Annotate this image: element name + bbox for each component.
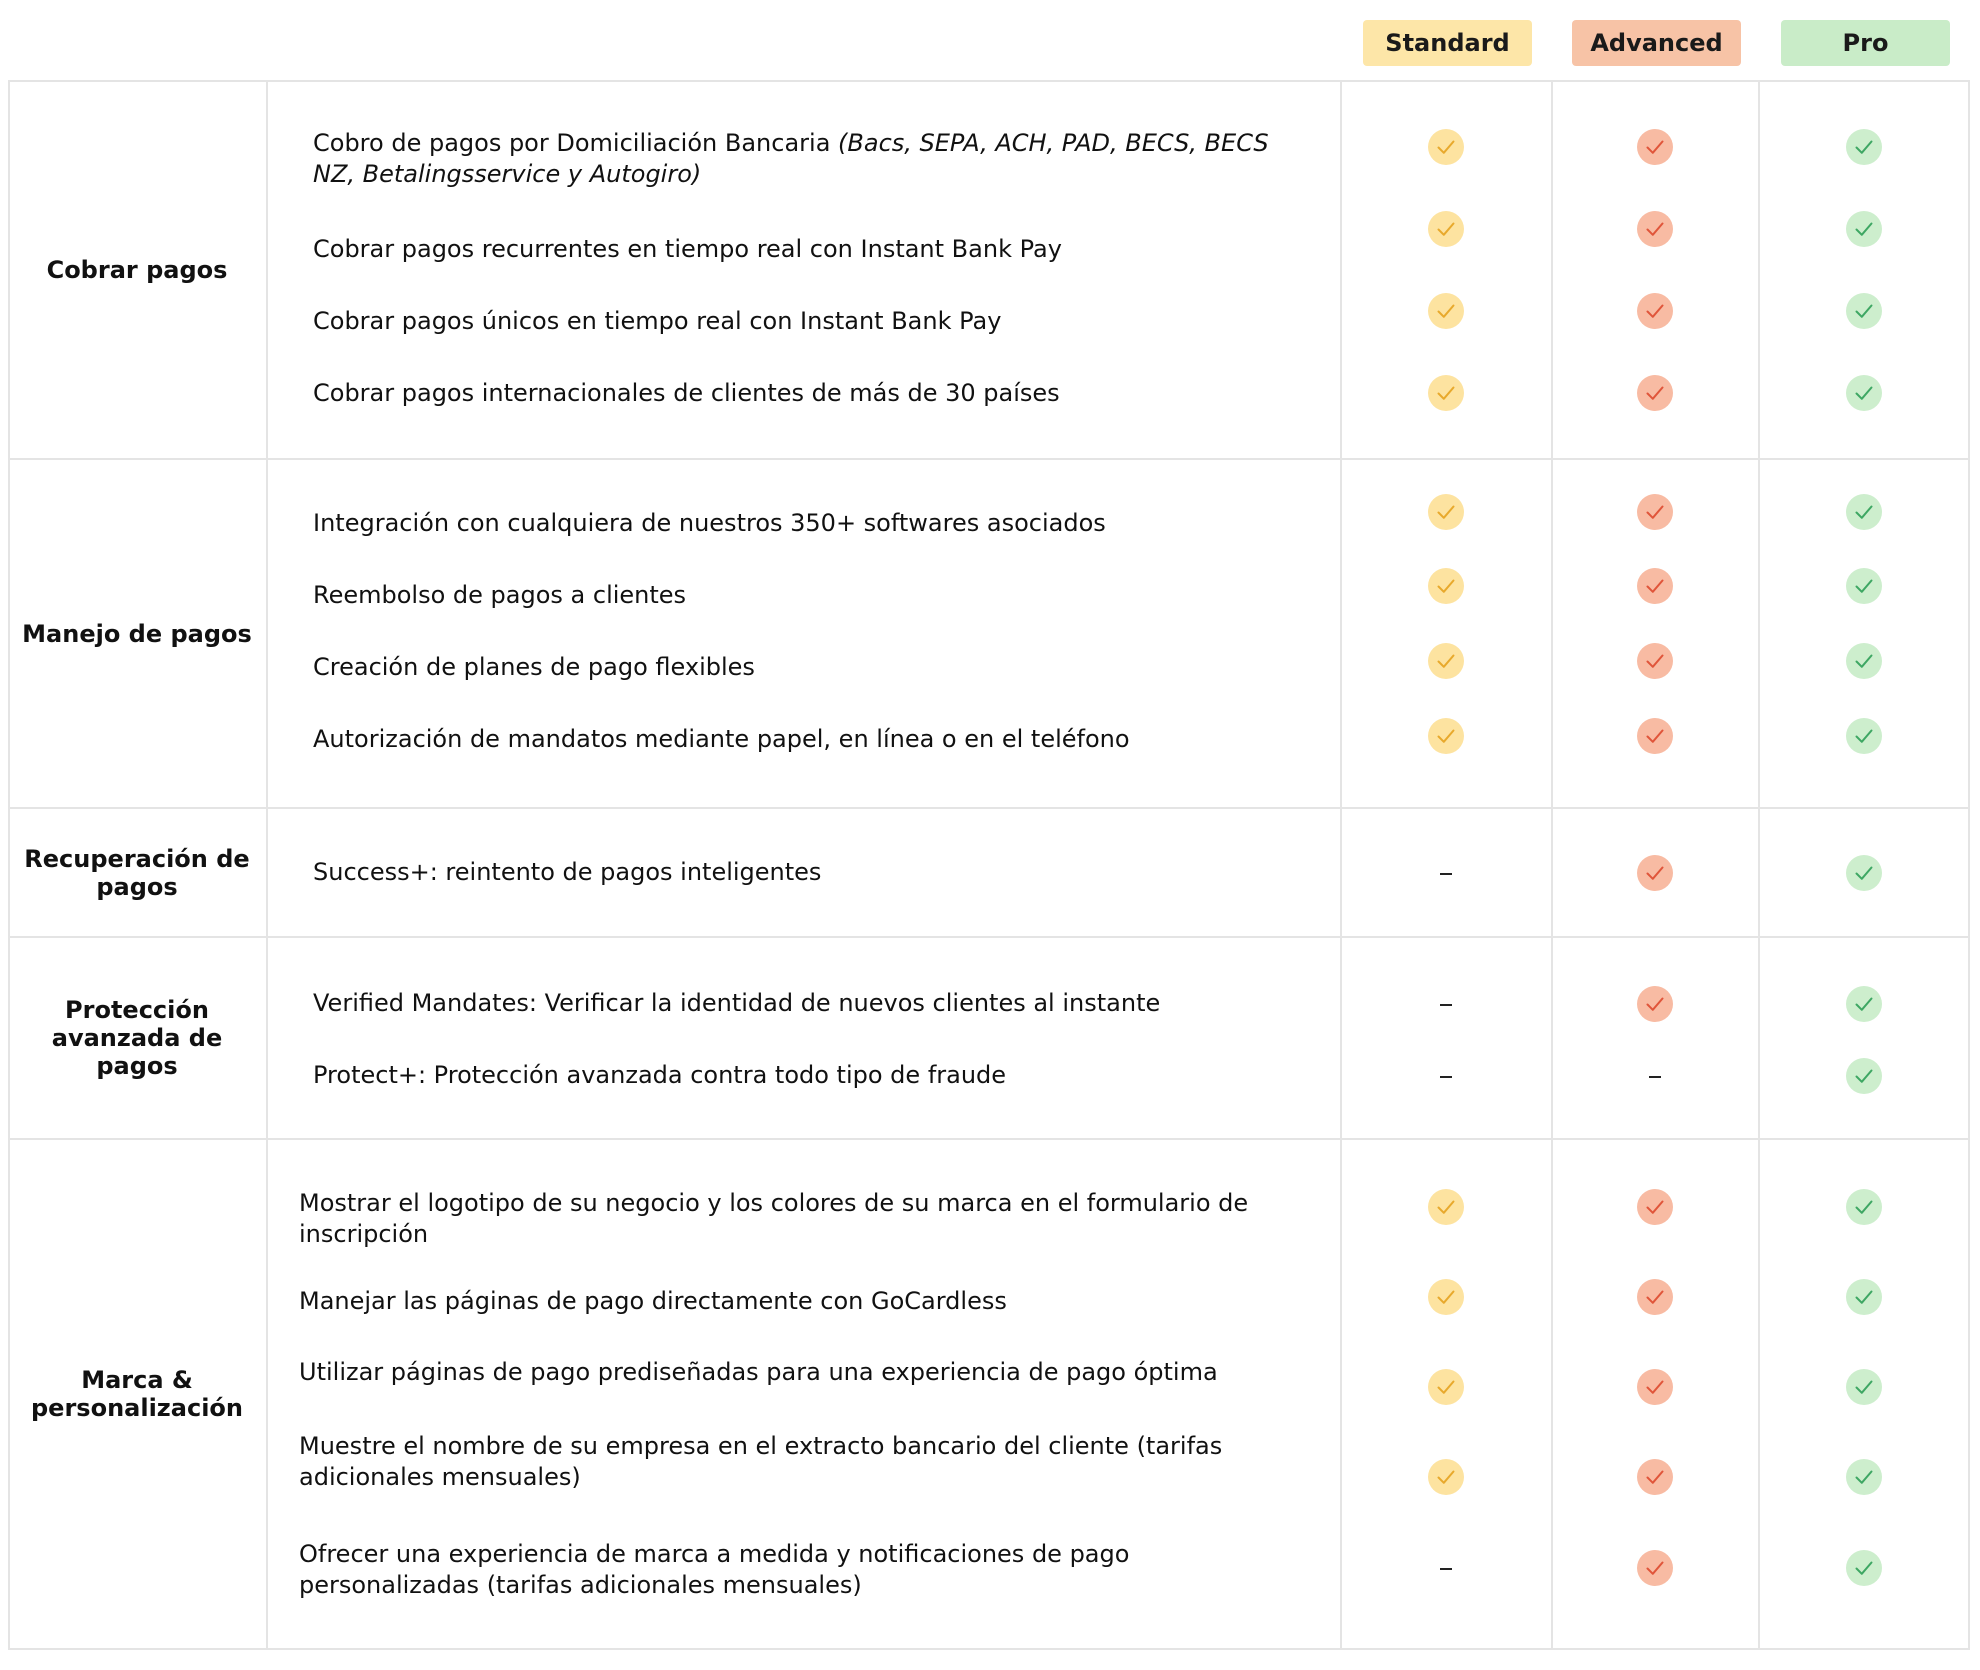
feature-label [313,1060,1313,1091]
check-icon [1846,1189,1882,1225]
not-included-dash [1440,873,1452,875]
check-icon [1846,129,1882,165]
check-icon [1846,375,1882,411]
check-icon [1637,375,1673,411]
feature-label [299,1357,1279,1388]
feature-text: Muestre el nombre de su empresa en el extracto bancario del cliente (tarifas adicionales mensuales) [299,1432,1223,1491]
check-icon [1846,1369,1882,1405]
feature-text-italic: (Bacs, SEPA, ACH, PAD, BECS, BECS NZ, Betalingsservice y Autogiro) [313,129,1269,188]
check-icon [1846,1550,1882,1586]
table-divider [8,1138,1970,1140]
check-icon [1637,293,1673,329]
check-icon [1637,1279,1673,1315]
check-icon [1428,1279,1464,1315]
check-icon [1846,1279,1882,1315]
check-icon [1637,855,1673,891]
check-icon [1428,211,1464,247]
not-included-dash [1440,1568,1452,1570]
feature-text: Cobrar pagos recurrentes en tiempo real con Instant Bank Pay [313,235,1062,263]
check-icon [1428,1189,1464,1225]
feature-label [299,1286,1279,1317]
check-icon [1846,986,1882,1022]
check-icon [1846,643,1882,679]
check-icon [1637,494,1673,530]
table-divider [8,936,1970,938]
table-divider [1551,80,1553,1650]
check-icon [1846,293,1882,329]
feature-label [313,378,1313,409]
check-icon [1637,568,1673,604]
not-included-dash [1440,1076,1452,1078]
section-label: Marca & personalización [31,1366,243,1422]
check-icon [1428,129,1464,165]
check-icon [1637,718,1673,754]
feature-text: Protect+: Protección avanzada contra todo tipo de fraude [313,1061,1007,1089]
feature-label [313,580,1313,611]
check-icon [1846,568,1882,604]
table-divider [1758,80,1760,1650]
check-icon [1846,211,1882,247]
check-icon [1637,1550,1673,1586]
check-icon [1428,1369,1464,1405]
table-divider [1340,80,1342,1650]
section-label: Recuperación de pagos [24,844,250,901]
feature-text: Ofrecer una experiencia de marca a medida y notificaciones de pago personalizadas (tarifas adicionales mensuales) [299,1540,1130,1599]
check-icon [1428,494,1464,530]
check-icon [1846,1058,1882,1094]
check-icon [1637,1189,1673,1225]
feature-text: Reembolso de pagos a clientes [313,581,687,609]
feature-text: Manejar las páginas de pago directamente con GoCardless [299,1287,1007,1315]
check-icon [1637,1369,1673,1405]
table-divider [8,807,1970,809]
feature-label [313,724,1313,755]
feature-label [313,234,1313,265]
check-icon [1637,643,1673,679]
check-icon [1428,1459,1464,1495]
feature-text: Success+: reintento de pagos inteligentes [313,858,822,886]
feature-label [313,652,1313,683]
section-label: Manejo de pagos [22,619,252,648]
check-icon [1428,375,1464,411]
check-icon [1846,855,1882,891]
feature-label [299,1539,1279,1601]
plan-header-pro: Pro [1781,20,1950,66]
table-divider [8,458,1970,460]
feature-label [299,1188,1279,1250]
feature-label [313,306,1313,337]
check-icon [1428,718,1464,754]
feature-label [313,988,1313,1019]
table-divider [266,80,268,1650]
feature-text: Utilizar páginas de pago prediseñadas para una experiencia de pago óptima [299,1358,1218,1386]
check-icon [1428,643,1464,679]
feature-text: Mostrar el logotipo de su negocio y los colores de su marca en el formulario de inscripción [299,1189,1249,1248]
not-included-dash [1440,1004,1452,1006]
feature-text: Cobrar pagos únicos en tiempo real con Instant Bank Pay [313,307,1002,335]
plan-header-standard: Standard [1363,20,1532,66]
check-icon [1637,211,1673,247]
check-icon [1846,1459,1882,1495]
feature-text: Integración con cualquiera de nuestros 350+ softwares asociados [313,509,1106,537]
section-label: Cobrar pagos [46,256,228,284]
feature-text: Cobrar pagos internacionales de clientes de más de 30 países [313,379,1060,407]
feature-label [313,128,1313,190]
feature-label [313,508,1313,539]
check-icon [1428,293,1464,329]
feature-text: Cobro de pagos por Domiciliación Bancaria [313,129,839,157]
feature-label [313,857,1313,888]
feature-text: Autorización de mandatos mediante papel, en línea o en el teléfono [313,725,1130,753]
check-icon [1637,986,1673,1022]
check-icon [1846,494,1882,530]
check-icon [1428,568,1464,604]
section-label: Protección avanzada de pagos [51,996,223,1080]
not-included-dash [1649,1076,1661,1078]
feature-text: Verified Mandates: Verificar la identidad de nuevos clientes al instante [313,989,1161,1017]
check-icon [1846,718,1882,754]
check-icon [1637,1459,1673,1495]
feature-label [299,1431,1279,1493]
feature-text: Creación de planes de pago flexibles [313,653,755,681]
plan-header-advanced: Advanced [1572,20,1741,66]
check-icon [1637,129,1673,165]
